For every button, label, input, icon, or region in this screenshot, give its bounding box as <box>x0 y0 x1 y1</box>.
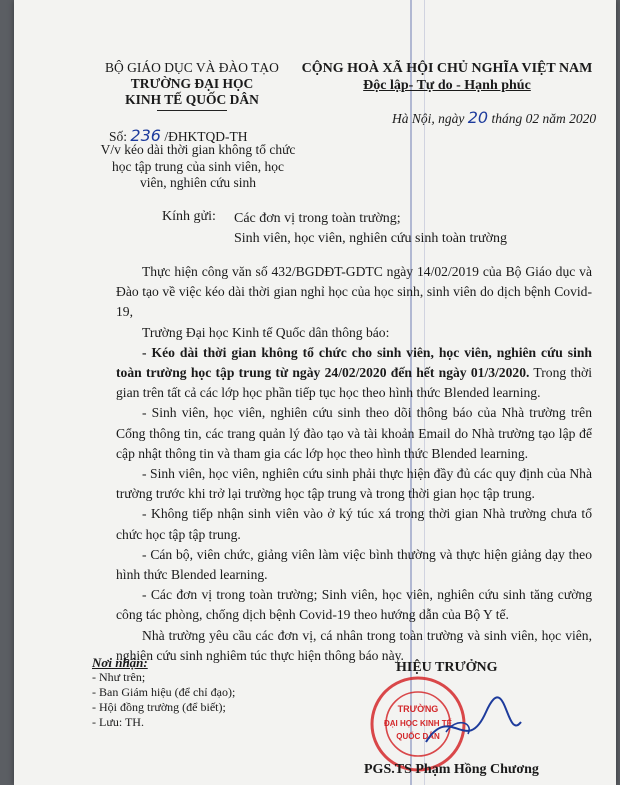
recipient-line2: Sinh viên, học viên, nghiên cứu sinh toàn trường <box>234 231 507 246</box>
receiver-item-3: - Hội đồng trường (để biết); <box>92 700 226 714</box>
doc-number-code: /ĐHKTQD-TH <box>164 129 248 144</box>
school-name-line1: TRƯỜNG ĐẠI HỌC <box>130 76 254 91</box>
body-paragraph-7: - Cán bộ, viên chức, giảng viên làm việc bình thường và thực hiện giảng dạy theo hình thức Blended learning. <box>116 546 592 583</box>
seal-text-line3: QUỐC DÂN <box>396 732 440 741</box>
body-paragraph-1: Thực hiện công văn số 432/BGDĐT-GDTC ngày 14/02/2019 của Bộ Giáo dục và Đào tạo về việc kéo dài thời gian nghỉ học của học sinh, sinh viên do dịch bệnh Covid-19, <box>116 264 592 320</box>
receiver-item-2: - Ban Giám hiệu (để chỉ đạo); <box>92 685 236 699</box>
subject-line3: viên, nghiên cứu sinh <box>139 175 257 190</box>
issue-date <box>392 108 596 127</box>
document-page <box>14 0 616 785</box>
body-paragraph-2: Trường Đại học Kinh tế Quốc dân thông báo: <box>142 324 390 340</box>
recipients-label: Kính gửi: <box>162 209 216 224</box>
seal-text-line1: TRƯỜNG <box>397 704 439 714</box>
document-body <box>116 262 592 666</box>
body-paragraph-3-rest: Trong thời gian trên tất cả các lớp học phần tiếp tục học theo hình thức Blended learning. <box>116 365 592 401</box>
country-name: CỘNG HOÀ XÃ HỘI CHỦ NGHĨA VIỆT NAM <box>301 61 593 76</box>
receivers-block <box>92 655 235 730</box>
subject-line1: V/v kéo dài thời gian không tổ chức <box>100 142 296 157</box>
body-paragraph-9: Nhà trường yêu cầu các đơn vị, cá nhân trong toàn trường và sinh viên, học viên, nghiên cứu sinh nghiêm túc thực hiện thông báo này. <box>116 627 592 663</box>
receivers-title: Nơi nhận: <box>92 655 148 670</box>
header-left-underline <box>157 110 227 111</box>
body-paragraph-8: - Các đơn vị trong toàn trường; Sinh viên, học viên, nghiên cứu sinh tăng cường công tác phòng, chống dịch bệnh Covid-19 theo hướng dẫn của Bộ Y tế. <box>116 587 592 623</box>
body-paragraph-6: - Không tiếp nhận sinh viên vào ở ký túc xá trong thời gian Nhà trường chưa tổ chức học tập tập trung. <box>116 506 592 542</box>
receiver-item-4: - Lưu: TH. <box>92 715 144 729</box>
body-paragraph-3 <box>116 343 592 404</box>
body-paragraph-4: - Sinh viên, học viên, nghiên cứu sinh theo dõi thông báo của Nhà trường trên Cổng thông tin, các trang quản lý đào tạo và tài khoản Email do Nhà trường tạo lập để cập nhật thông tin và tham gia các lớp học theo hình thức Blended learning. <box>116 405 592 461</box>
subject-line2: học tập trung của sinh viên, học <box>111 158 285 174</box>
header-left <box>92 60 292 111</box>
body-paragraph-3-bold: - Kéo dài thời gian không tổ chức cho sinh viên, học viên, nghiên cứu sinh toàn trường học tập trung từ ngày 24/02/2020 đến hết ngày 01/3/2020. <box>116 344 592 381</box>
signer-name: PGS.TS Phạm Hồng Chương <box>364 762 539 777</box>
school-name-line2: KINH TẾ QUỐC DÂN <box>125 92 259 107</box>
signature-title: HIỆU TRƯỞNG <box>396 660 498 675</box>
receiver-item-1: - Như trên; <box>92 670 146 684</box>
recipient-line1: Các đơn vị trong toàn trường; <box>234 211 401 226</box>
seal-text-line2: ĐẠI HỌC KINH TẾ <box>384 719 452 728</box>
official-seal-stamp <box>356 672 526 772</box>
document-subject <box>88 142 308 192</box>
doc-number-label: Số: <box>109 129 128 144</box>
doc-number-handwritten: 236 <box>130 126 161 145</box>
national-motto: Độc lập- Tự do - Hạnh phúc <box>363 78 531 93</box>
date-day-handwritten: 20 <box>467 108 489 127</box>
header-right <box>292 60 602 94</box>
body-paragraph-5: - Sinh viên, học viên, nghiên cứu sinh phải thực hiện đầy đủ các quy định của Nhà trường trước khi trở lại trường học tập trung và trong thời gian học tập trung. <box>116 466 592 502</box>
date-prefix: Hà Nội, ngày <box>392 111 465 126</box>
ministry-name: BỘ GIÁO DỤC VÀ ĐÀO TẠO <box>105 60 279 75</box>
recipients-list <box>234 209 507 249</box>
date-suffix: tháng 02 năm 2020 <box>491 111 597 126</box>
